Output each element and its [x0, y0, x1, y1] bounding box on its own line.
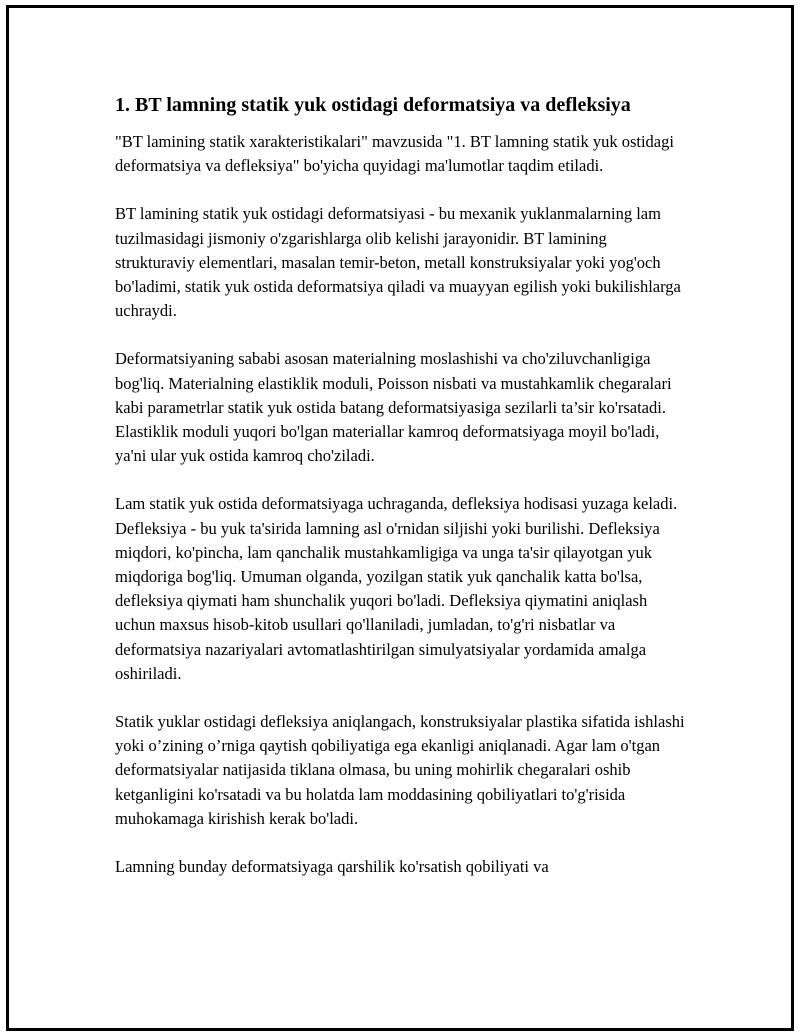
paragraph-4: Lam statik yuk ostida deformatsiyaga uchraganda, defleksiya hodisasi yuzaga keladi. Defleksiya - bu yuk ta'sirida lamning asl o'rnidan siljishi yoki burilishi. Defleksiya miqdori, ko'pincha, lam qanchalik mustahkamligiga va unga ta'sir qilayotgan yuk miqdoriga bog'liq. Umuman olganda, yozilgan statik yuk qanchalik katta bo'lsa, defleksiya qiymati ham shunchalik yuqori bo'ladi. Defleksiya qiymatini aniqlash uchun maxsus hisob-kitob usullari qo'llaniladi, jumladan, to'g'ri nisbatlar va deformatsiya nazariyalari avtomatlashtirilgan simulyatsiyalar yordamida amalga oshiriladi. [115, 494, 678, 683]
paragraph-5: Statik yuklar ostidagi defleksiya aniqlangach, konstruksiyalar plastika sifatida ishlashi yoki o’zining o’rniga qaytish qobiliyatiga ega ekanligi aniqlanadi. Agar lam o'tgan deformatsiyalar natijasida tiklana olmasa, bu uning mohirlik chegaralari oshib ketganligini ko'rsatadi va bu holatda lam moddasining qobiliyatlari to'g'risida muhokamaga kirishish kerak bo'ladi. [115, 712, 685, 828]
section-heading: 1. BT lamning statik yuk ostidagi deformatsiya va defleksiya [115, 94, 631, 116]
paragraph-3: Deformatsiyaning sababi asosan materialning moslashishi va cho'ziluvchanligiga bog'liq. Materialning elastiklik moduli, Poisson nisbati va mustahkamlik chegaralari kabi parametrlar statik yuk ostida batang deformatsiyasiga sezilarli ta’sir ko'rsatadi. Elastiklik moduli yuqori bo'lgan materiallar kamroq deformatsiyaga moyil bo'ladi, ya'ni ular yuk ostida kamroq cho'ziladi. [115, 349, 672, 466]
paragraph-2: BT lamining statik yuk ostidagi deformatsiyasi - bu mexanik yuklanmalarning lam tuzilmasidagi jismoniy o'zgarishlarga olib kelishi jarayonidir. BT lamining strukturaviy elementlari, masalan temir-beton, metall konstruksiyalar yoki yog'och bo'ladimi, statik yuk ostida deformatsiya qiladi va muayyan egilish yoki bukilishlarga uchraydi. [115, 204, 681, 321]
paragraph-6: Lamning bunday deformatsiyaga qarshilik ko'rsatish qobiliyati va [115, 857, 549, 877]
paragraph-1: "BT lamining statik xarakteristikalari" mavzusida "1. BT lamning statik yuk ostidagi deformatsiya va defleksiya" bo'yicha quyidagi ma'lumotlar taqdim etiladi. [115, 132, 674, 176]
document-body [115, 92, 690, 903]
